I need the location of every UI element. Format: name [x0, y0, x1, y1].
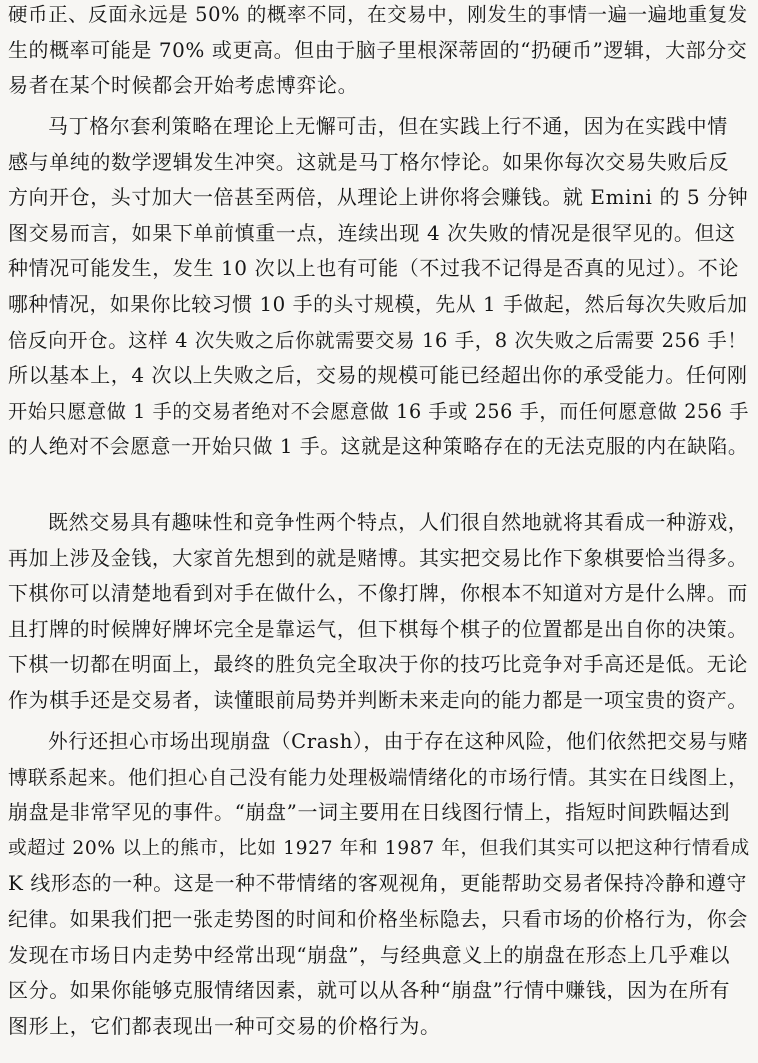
text-line: 图形上，它们都表现出一种可交易的价格行为。	[8, 1013, 441, 1038]
text-line: 硬币正、反面永远是 50% 的概率不同，在交易中，刚发生的事情一遍一遍地重复发	[8, 3, 748, 26]
text-line: 下棋你可以清楚地看到对手在做什么，不像打牌，你根本不知道对方是什么牌。而	[8, 581, 748, 606]
text-line: 易者在某个时候都会开始考虑博弈论。	[8, 73, 359, 98]
text-line: 生的概率可能是 70% 或更高。但由于脑子里根深蒂固的“扔硬币”逻辑，大部分交	[8, 37, 748, 62]
text-line: 再加上涉及金钱，大家首先想到的就是赌博。其实把交易比作下象棋要恰当得多。	[8, 545, 748, 570]
text-line: 马丁格尔套利策略在理论上无懈可击，但在实践上行不通，因为在实践中情	[48, 114, 728, 138]
text-line: 且打牌的时候牌好牌坏完全是靠运气，但下棋每个棋子的位置都是出自你的决策。	[8, 616, 748, 641]
text-line: 纪律。如果我们把一张走势图的时间和价格坐标隐去，只看市场的价格行为，你会	[8, 906, 748, 931]
paragraph-chess-analogy	[8, 505, 750, 719]
paragraph-crash	[8, 724, 750, 1044]
text-line: 崩盘是非常罕见的事件。“崩盘”一词主要用在日线图行情上，指短时间跌幅达到	[8, 800, 731, 825]
text-line: 倍反向开仓。这样 4 次失败之后你就需要交易 16 手，8 次失败之后需要 256 手！	[8, 328, 748, 352]
text-line: K 线形态的一种。这是一种不带情绪的客观视角，更能帮助交易者保持冷静和遵守	[8, 872, 747, 896]
text-line: 的人绝对不会愿意一开始只做 1 手。这就是这种策略存在的无法克服的内在缺陷。	[8, 435, 749, 459]
text-line: 开始只愿意做 1 手的交易者绝对不会愿意做 16 手或 256 手，而任何愿意做 256 手	[8, 399, 749, 423]
paragraph-martingale	[8, 109, 750, 465]
text-line: 发现在市场日内走势中经常出现“崩盘”，与经典意义上的崩盘在形态上几乎难以	[8, 942, 731, 967]
text-line: 感与单纯的数学逻辑发生冲突。这就是马丁格尔悖论。如果你每次交易失败后反	[8, 149, 729, 174]
text-line: 哪种情况，如果你比较习惯 10 手的头寸规模，先从 1 手做起，然后每次失败后加	[8, 292, 748, 316]
text-line: 区分。如果你能够克服情绪因素，就可以从各种“崩盘”行情中赚钱，因为在所有	[8, 978, 731, 1003]
text-line: 博联系起来。他们担心自己没有能力处理极端情绪化的市场行情。其实在日线图上，	[8, 765, 749, 789]
text-line: 种情况可能发生，发生 10 次以上也有可能（不过我不记得是否真的见过）。不论	[8, 256, 739, 281]
text-line: 下棋一切都在明面上，最终的胜负完全取决于你的技巧比竞争对手高还是低。无论	[8, 652, 748, 677]
text-line: 图交易而言，如果下单前慎重一点，连续出现 4 次失败的情况是很罕见的。但这	[8, 220, 736, 245]
text-line: 所以基本上，4 次以上失败之后，交易的规模可能已经超出你的承受能力。任何刚	[8, 363, 748, 388]
text-line: 作为棋手还是交易者，读懂眼前局势并判断未来走向的能力都是一项宝贵的资产。	[8, 687, 748, 712]
text-line: 方向开仓，头寸加大一倍甚至两倍，从理论上讲你将会赚钱。就 Emini 的 5 分钟	[8, 185, 749, 210]
text-line: 外行还担心市场出现崩盘（Crash），由于存在这种风险，他们依然把交易与赌	[48, 730, 749, 753]
text-line: 既然交易具有趣味性和竞争性两个特点，人们很自然地就将其看成一种游戏，	[48, 510, 749, 534]
paragraph-coin-probability	[8, 0, 750, 104]
text-line: 或超过 20% 以上的熊市，比如 1927 年和 1987 年，但我们其实可以把这种行情看成	[8, 837, 750, 859]
